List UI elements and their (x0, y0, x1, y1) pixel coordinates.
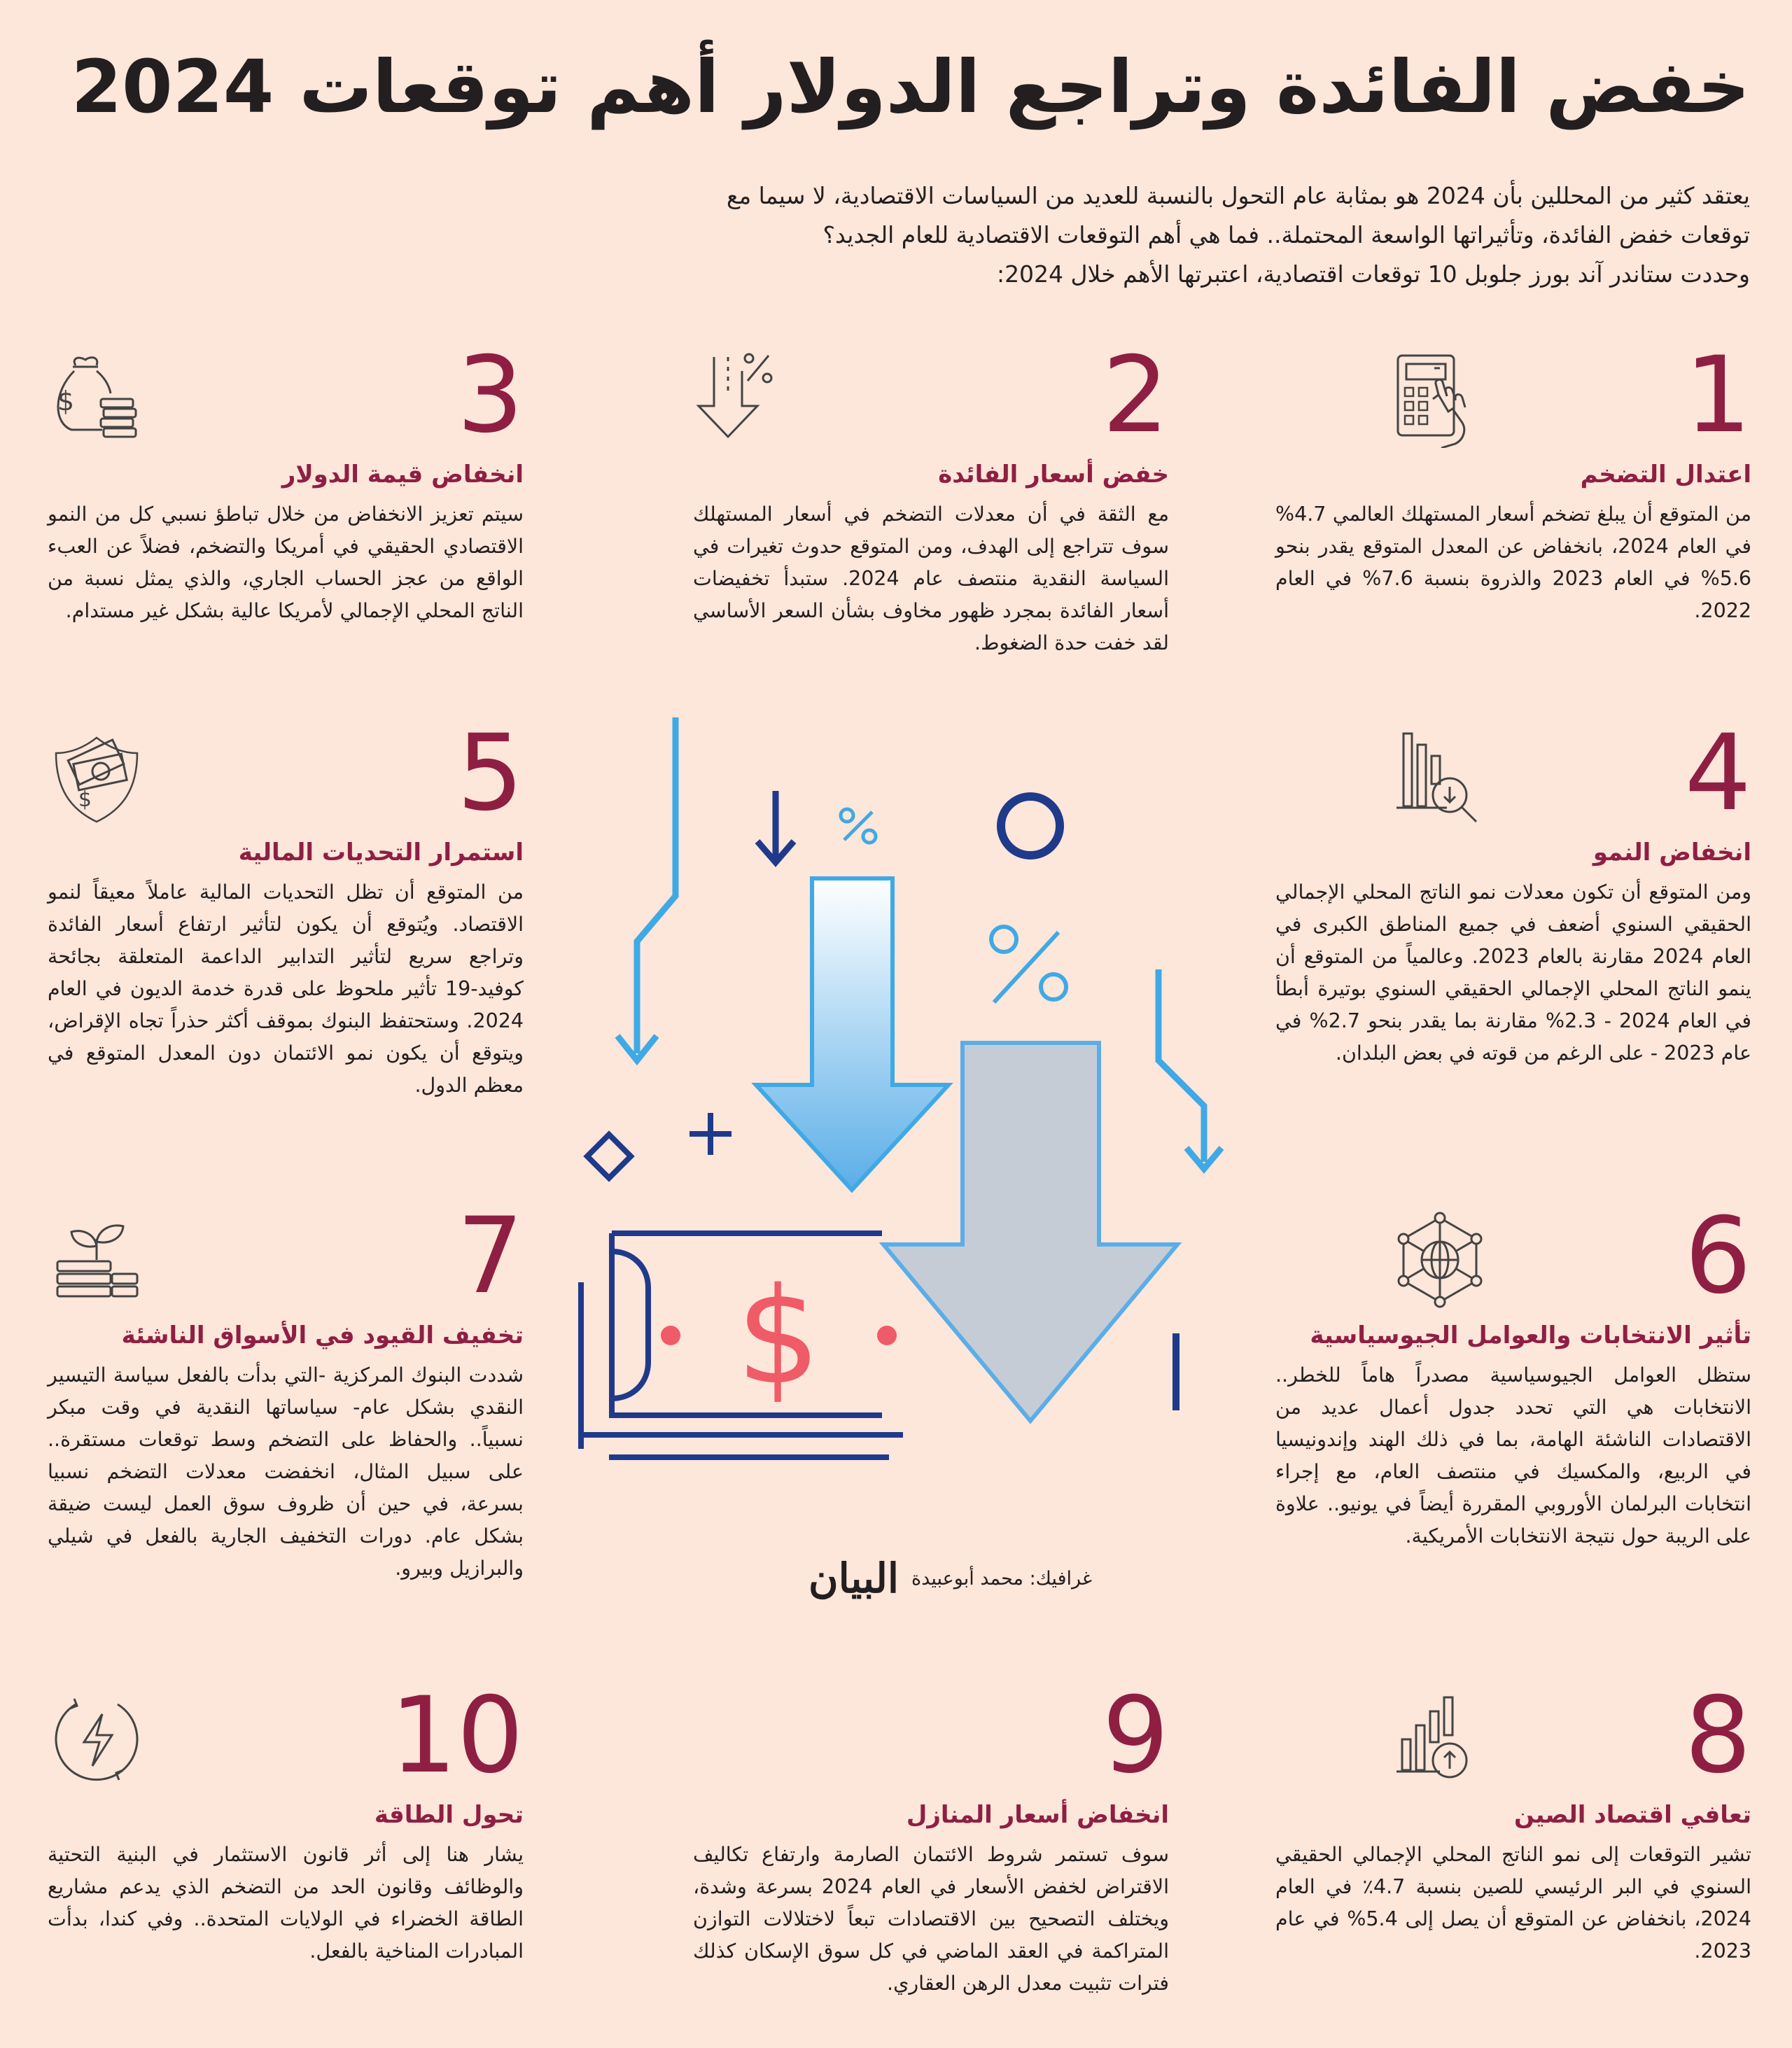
item-number: 2 (1102, 335, 1169, 456)
svg-text:$: $ (57, 386, 74, 416)
svg-text:$: $ (78, 787, 92, 812)
item-number: 1 (1684, 335, 1751, 456)
item-number: 6 (1684, 1195, 1751, 1317)
item-text: يشار هنا إلى أثر قانون الاستثمار في البنية التحتية والوظائف وقانون الحد من التضخم الذي يدعم مشاريع الطاقة الخضراء في الولايات المتحدة.. وفي كندا، بدأت المبادرات المناخية بالفعل. (48, 1843, 524, 1963)
credit-line (700, 1547, 1092, 1610)
item-text: سوف تستمر شروط الائتمان الصارمة وارتفاع تكاليف الاقتراض لخفض الأسعار في العام 2024 بسرعة وشدة، ويختلف التصحيح بين الاقتصادات تبعاً لاختلالات التوازن المتراكمة في العقد الماضي في كل سوق الإسكان كذلك فترات تثبيت معدل الرهن العقاري. (693, 1843, 1169, 1995)
publisher-logo: البيان (808, 1555, 899, 1602)
item-title: انخفاض أسعار المنازل (906, 1801, 1169, 1829)
item-number: 3 (456, 335, 524, 456)
zigzag-arrow-right (1158, 969, 1204, 1162)
item-number: 4 (1684, 713, 1751, 834)
intro-line: وحددت ستاندر آند بورز جلوبل 10 توقعات اقتصادية، اعتبرتها الأهم خلال 2024: (996, 260, 1750, 288)
item-number: 8 (1684, 1675, 1751, 1797)
falling-dollar-graphic (560, 707, 1232, 1463)
item-number: 5 (456, 713, 524, 834)
bar-chart-magnifier-icon (1391, 728, 1489, 826)
item-title: تأثير الانتخابات والعوامل الجيوسياسية (1310, 1321, 1751, 1349)
item-text: ومن المتوقع أن تكون معدلات نمو الناتج المحلي الإجمالي الحقيقي السنوي أضعف في جميع المناطق الكبرى في العام 2024 مقارنة بالعام 2023. وعالمياً من المتوقع أن ينمو الناتج المحلي الإجمالي الحقيقي السنوي بوتيرة أبطأ في العام 2024 - 2.3% مقارنة بما يقدر بنحو 2.7% في عام 2023 - على الرغم من قوته في بعض البلدان. (1275, 881, 1751, 1065)
item-number: 10 (390, 1675, 524, 1797)
intro-line: يعتقد كثير من المحللين بأن 2024 هو بمثابة عام التحول بالنسبة للعديد من السياسات الاقتصادية، لا سيما مع (726, 182, 1750, 209)
globe-network-icon (1391, 1211, 1489, 1309)
item-title: استمرار التحديات المالية (238, 839, 524, 867)
item-text: تشير التوقعات إلى نمو الناتج المحلي الإجمالي الحقيقي السنوي في البر الرئيسي للصين بنسبة 4.7٪ في العام 2024، بانخفاض عن المتوقع أن يصل إلى 5.4% في عام 2023. (1275, 1843, 1751, 1963)
bar-chart-up-arrow-icon (1391, 1690, 1489, 1788)
item-number: 7 (456, 1195, 524, 1317)
item-title: تحول الطاقة (374, 1801, 524, 1829)
energy-bolt-icon (48, 1690, 146, 1788)
item-number: 9 (1102, 1675, 1169, 1797)
item-title: اعتدال التضخم (1580, 461, 1751, 489)
percent-down-arrow-icon (693, 350, 791, 448)
intro-text (574, 176, 1750, 294)
page-title: خفض الفائدة وتراجع الدولار أهم توقعات 2024 (71, 44, 1750, 129)
calculator-hand-icon (1391, 350, 1489, 448)
shield-money-icon (48, 728, 146, 826)
item-title: تخفيف القيود في الأسواق الناشئة (121, 1321, 524, 1349)
zigzag-arrow-left (637, 717, 676, 1053)
item-text: مع الثقة في أن معدلات التضخم في أسعار المستهلك سوف تتراجع إلى الهدف، ومن المتوقع حدوث تغيرات في السياسة النقدية منتصف عام 2024. ستبدأ تخفيضات أسعار الفائدة بمجرد ظهور مخاوف بشأن السعر الأساسي لقد خفت حدة الضغوط. (693, 503, 1169, 654)
item-title: خفض أسعار الفائدة (938, 461, 1169, 489)
item-text: شددت البنوك المركزية -التي بدأت بالفعل سياسة التيسير النقدي بشكل عام- سياساتها النقدية في وقت مبكر نسبياً.. والحفاظ على التضخم وسط توقعات مستقرة.. على سبيل المثال، انخفضت معدلات التضخم نسبيا بسرعة، في حين أن ظروف سوق العمل ليست ضيقة بشكل عام. دورات التخفيف الجارية بالفعل في شيلي والبرازيل وبيرو. (48, 1363, 524, 1580)
large-percent-sign (991, 927, 1066, 1002)
graphic-credit: غرافيك: محمد أبوعبيدة (911, 1567, 1092, 1590)
dollar-sign: $ (736, 1259, 821, 1414)
banknote-dot-left (661, 1326, 680, 1345)
small-percent-sign (841, 809, 876, 843)
banknote-dot-right (877, 1326, 897, 1345)
item-title: انخفاض النمو (1592, 839, 1751, 867)
diamond-shape (587, 1135, 631, 1178)
item-title: تعافي اقتصاد الصين (1514, 1801, 1751, 1829)
item-title: انخفاض قيمة الدولار (281, 461, 524, 489)
gradient-down-arrow (756, 878, 948, 1190)
plant-coins-icon (48, 1211, 146, 1309)
item-text: من المتوقع أن تظل التحديات المالية عاملاً معيقاً لنمو الاقتصاد. ويُتوقع أن يكون لتأثير ارتفاع أسعار الفائدة وتراجع سريع لتأثير التدابير الداعمة المتعلقة بجائحة كوفيد-19 تأثير ملحوظ على قدرة خدمة الديون في العام 2024. وستحتفظ البنوك بموقف أكثر حذراً تجاه الإقراض، ويتوقع أن يكون نمو الائتمان دون المعدل المتوقع في معظم الدول. (48, 881, 524, 1097)
item-text: ستظل العوامل الجيوسياسية مصدراً هاماً للخطر.. الانتخابات هي التي تحدد جدول أعمال عديد من الاقتصادات الناشئة الهامة، بما في ذلك الهند وإندونيسيا في الربيع، والمكسيك في منتصف العام، مع إجراء انتخابات البرلمان الأوروبي المقررة أيضاً في يونيو.. علاوة على الريبة حول نتيجة الانتخابات الأمريكية. (1275, 1363, 1751, 1548)
item-text: سيتم تعزيز الانخفاض من خلال تباطؤ نسبي كل من النمو الاقتصادي الحقيقي في أمريكا والتضخم، فضلاً عن العبء الواقع من عجز الحساب الجاري، والذي يمثل نسبة من الناتج المحلي الإجمالي لأمريكا عالية بشكل غير مستدام. (48, 503, 524, 622)
navy-circle (1001, 797, 1060, 855)
intro-line: توقعات خفض الفائدة، وتأثيراتها الواسعة المحتملة.. فما هي أهم التوقعات الاقتصادية للعام الجديد؟ (822, 221, 1750, 248)
money-bag-coins-icon (48, 350, 146, 448)
item-text: من المتوقع أن يبلغ تضخم أسعار المستهلك العالمي 4.7% في العام 2024، بانخفاض عن المعدل المتوقع يقدر بنحو 5.6% في العام 2023 والذروة بنسبة 7.6% في العام 2022. (1275, 503, 1752, 622)
plus-sign (690, 1113, 732, 1155)
central-illustration (560, 707, 1232, 1463)
